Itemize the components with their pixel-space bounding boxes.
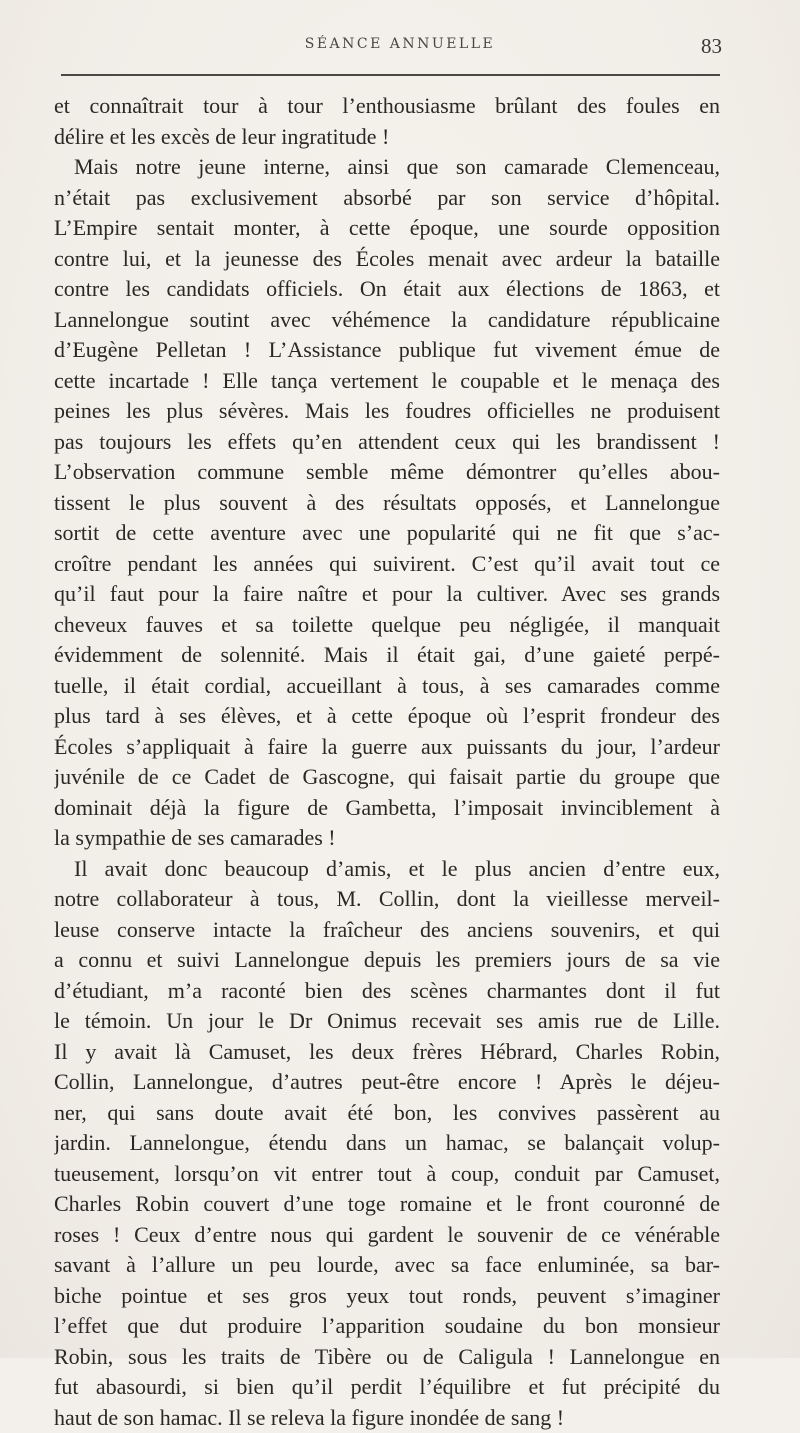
running-head (0, 36, 800, 60)
text-line: Lannelongue soutint avec véhémence la candidature républicaine (54, 305, 720, 336)
text-line: cette incartade ! Elle tança vertement le coupable et le menaça des (54, 366, 720, 397)
text-line: tueusement, lorsqu’on vit entrer tout à coup, conduit par Camuset, (54, 1159, 720, 1190)
text-line: fut abasourdi, si bien qu’il perdit l’équilibre et fut précipité du (54, 1372, 720, 1403)
text-line: notre collaborateur à tous, M. Collin, dont la vieillesse merveil- (54, 884, 720, 915)
text-line: contre lui, et la jeunesse des Écoles menait avec ardeur la bataille (54, 244, 720, 275)
text-line: haut de son hamac. Il se releva la figure inondée de sang ! (54, 1403, 720, 1433)
text-line: cheveux fauves et sa toilette quelque peu négligée, il manquait (54, 610, 720, 641)
text-line: pas toujours les effets qu’en attendent ceux qui les brandissent ! (54, 427, 720, 458)
text-line: n’était pas exclusivement absorbé par son service d’hôpital. (54, 183, 720, 214)
text-line: juvénile de ce Cadet de Gascogne, qui faisait partie du groupe que (54, 762, 720, 793)
text-line: Il avait donc beaucoup d’amis, et le plus ancien d’entre eux, (54, 854, 720, 885)
text-line: et connaîtrait tour à tour l’enthousiasme brûlant des foules en (54, 91, 720, 122)
header-rule (61, 74, 720, 76)
text-line: biche pointue et ses gros yeux tout ronds, peuvent s’imaginer (54, 1281, 720, 1312)
text-line: L’Empire sentait monter, à cette époque, une sourde opposition (54, 213, 720, 244)
text-line: tuelle, il était cordial, accueillant à tous, à ses camarades comme (54, 671, 720, 702)
text-line: jardin. Lannelongue, étendu dans un hamac, se balançait volup- (54, 1128, 720, 1159)
text-line: peines les plus sévères. Mais les foudres officielles ne produisent (54, 396, 720, 427)
text-line: tissent le plus souvent à des résultats opposés, et Lannelongue (54, 488, 720, 519)
text-line: qu’il faut pour la faire naître et pour la cultiver. Avec ses grands (54, 579, 720, 610)
body-text (54, 91, 720, 1433)
page-number: 83 (701, 34, 722, 59)
text-line: Il y avait là Camuset, les deux frères Hébrard, Charles Robin, (54, 1037, 720, 1068)
text-line: Écoles s’appliquait à faire la guerre aux puissants du jour, l’ardeur (54, 732, 720, 763)
text-line: contre les candidats officiels. On était aux élections de 1863, et (54, 274, 720, 305)
text-line: d’étudiant, m’a raconté bien des scènes charmantes dont il fut (54, 976, 720, 1007)
text-line: roses ! Ceux d’entre nous qui gardent le souvenir de ce vénérable (54, 1220, 720, 1251)
text-line: le témoin. Un jour le Dr Onimus recevait ses amis rue de Lille. (54, 1006, 720, 1037)
text-line: Robin, sous les traits de Tibère ou de Caligula ! Lannelongue en (54, 1342, 720, 1373)
running-title: SÉANCE ANNUELLE (300, 36, 500, 52)
text-line: L’observation commune semble même démontrer qu’elles abou- (54, 457, 720, 488)
text-line: dominait déjà la figure de Gambetta, l’imposait invinciblement à (54, 793, 720, 824)
text-line: leuse conserve intacte la fraîcheur des anciens souvenirs, et qui (54, 915, 720, 946)
text-line: délire et les excès de leur ingratitude ! (54, 122, 720, 153)
text-line: ner, qui sans doute avait été bon, les convives passèrent au (54, 1098, 720, 1129)
text-line: évidemment de solennité. Mais il était gai, d’une gaieté perpé- (54, 640, 720, 671)
text-line: Collin, Lannelongue, d’autres peut-être encore ! Après le déjeu- (54, 1067, 720, 1098)
text-line: la sympathie de ses camarades ! (54, 823, 720, 854)
text-line: savant à l’allure un peu lourde, avec sa face enluminée, sa bar- (54, 1250, 720, 1281)
text-line: d’Eugène Pelletan ! L’Assistance publique fut vivement émue de (54, 335, 720, 366)
text-line: a connu et suivi Lannelongue depuis les premiers jours de sa vie (54, 945, 720, 976)
text-line: plus tard à ses élèves, et à cette époque où l’esprit frondeur des (54, 701, 720, 732)
text-line: Charles Robin couvert d’une toge romaine et le front couronné de (54, 1189, 720, 1220)
text-line: l’effet que dut produire l’apparition soudaine du bon monsieur (54, 1311, 720, 1342)
text-line: croître pendant les années qui suivirent. C’est qu’il avait tout ce (54, 549, 720, 580)
text-line: Mais notre jeune interne, ainsi que son camarade Clemenceau, (54, 152, 720, 183)
text-line: sortit de cette aventure avec une popularité qui ne fit que s’ac- (54, 518, 720, 549)
